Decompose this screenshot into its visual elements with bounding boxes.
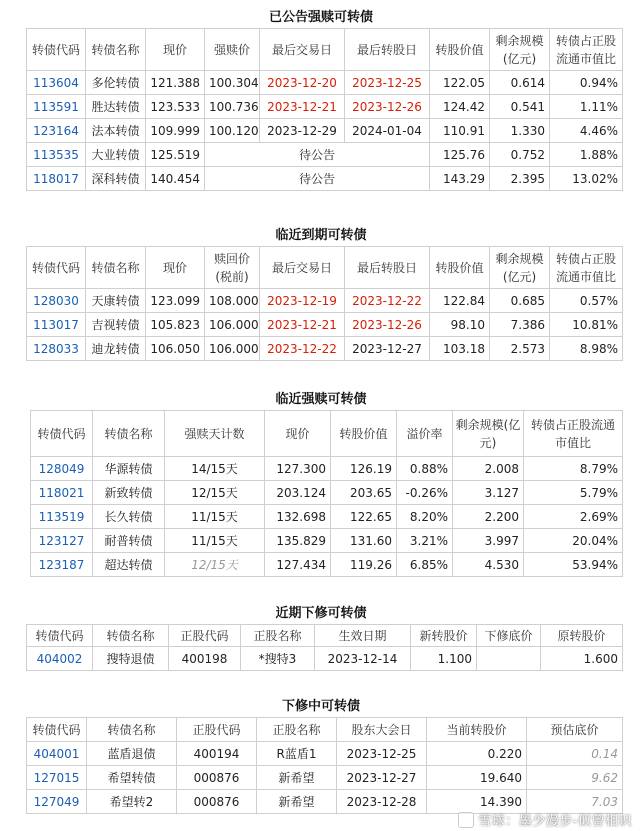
column-header: 剩余规模(亿元) <box>490 29 550 71</box>
price: 123.099 <box>146 289 205 313</box>
section-announced-redeem <box>0 8 642 191</box>
bond-code-link[interactable]: 113535 <box>33 147 79 162</box>
column-header: 赎回价(税前) <box>205 247 260 289</box>
price: 109.999 <box>146 119 205 143</box>
table-header-row <box>27 247 623 289</box>
bond-name: 大业转债 <box>86 143 146 167</box>
column-header: 新转股价 <box>411 625 477 647</box>
conversion-value: 143.29 <box>430 167 490 191</box>
redeem-price: 100.304 <box>205 71 260 95</box>
float-cap-ratio: 5.79% <box>524 481 623 505</box>
last-trade-date: 2023-12-29 <box>260 119 345 143</box>
price: 203.124 <box>265 481 331 505</box>
estimated-floor-price: 0.14 <box>527 742 623 766</box>
column-header: 转债名称 <box>86 29 146 71</box>
last-trade-date: 2023-12-21 <box>260 95 345 119</box>
shareholder-meeting-date: 2023-12-25 <box>337 742 427 766</box>
watermark-text: 雪球：墨少漫步-似曾相识 <box>478 814 632 829</box>
table-row <box>31 505 623 529</box>
float-cap-ratio: 0.57% <box>550 289 623 313</box>
float-cap-ratio: 10.81% <box>550 313 623 337</box>
conversion-value: 125.76 <box>430 143 490 167</box>
conversion-value: 122.05 <box>430 71 490 95</box>
remaining-size: 0.752 <box>490 143 550 167</box>
last-convert-date: 2023-12-22 <box>345 289 430 313</box>
column-header: 最后转股日 <box>345 29 430 71</box>
column-header: 下修底价 <box>477 625 541 647</box>
bond-code-cell[interactable] <box>27 143 86 167</box>
column-header: 转债名称 <box>93 411 165 457</box>
near-forced-redeem-table <box>30 410 623 577</box>
bond-name: 胜达转债 <box>86 95 146 119</box>
column-header: 转债代码 <box>31 411 93 457</box>
table-row <box>27 742 623 766</box>
revising-table <box>26 717 623 814</box>
bond-code-cell[interactable] <box>31 529 93 553</box>
bond-name: 搜特退债 <box>93 647 169 671</box>
bond-name: 耐普转债 <box>93 529 165 553</box>
remaining-size: 3.127 <box>453 481 524 505</box>
section-title: 临近强赎可转债 <box>275 392 367 407</box>
shareholder-meeting-date: 2023-12-27 <box>337 766 427 790</box>
remaining-size: 0.541 <box>490 95 550 119</box>
remaining-size: 4.530 <box>453 553 524 577</box>
bond-code-cell[interactable] <box>27 95 86 119</box>
bond-code-cell[interactable] <box>27 766 87 790</box>
watermark <box>458 810 632 829</box>
remaining-size: 3.997 <box>453 529 524 553</box>
float-cap-ratio: 4.46% <box>550 119 623 143</box>
table-row <box>27 289 623 313</box>
pending-announcement: 待公告 <box>205 167 430 191</box>
remaining-size: 2.008 <box>453 457 524 481</box>
bond-name: 蓝盾退债 <box>87 742 177 766</box>
column-header: 现价 <box>146 247 205 289</box>
bond-name: 吉视转债 <box>86 313 146 337</box>
remaining-size: 2.395 <box>490 167 550 191</box>
estimated-floor-price: 7.03 <box>527 790 623 814</box>
recent-revision-table <box>26 624 623 671</box>
bond-name: 多伦转债 <box>86 71 146 95</box>
column-header: 转债代码 <box>27 29 86 71</box>
conversion-value: 126.19 <box>331 457 397 481</box>
section-near-forced-redeem <box>0 390 642 577</box>
bond-name: 新致转债 <box>93 481 165 505</box>
float-cap-ratio: 53.94% <box>524 553 623 577</box>
premium-rate: 8.20% <box>397 505 453 529</box>
bond-name: 希望转2 <box>87 790 177 814</box>
last-trade-date: 2023-12-19 <box>260 289 345 313</box>
float-cap-ratio: 8.79% <box>524 457 623 481</box>
bond-code-link[interactable]: 113591 <box>33 99 79 114</box>
bond-code-cell[interactable] <box>27 71 86 95</box>
conversion-value: 98.10 <box>430 313 490 337</box>
column-header: 转债名称 <box>86 247 146 289</box>
stock-name: *搜特3 <box>241 647 315 671</box>
bond-code-cell[interactable] <box>31 481 93 505</box>
premium-rate: -0.26% <box>397 481 453 505</box>
redeem-price: 100.736 <box>205 95 260 119</box>
bond-code-link[interactable]: 128030 <box>33 293 79 308</box>
conversion-value: 122.65 <box>331 505 397 529</box>
bond-code-cell[interactable] <box>27 313 86 337</box>
column-header: 现价 <box>265 411 331 457</box>
price: 106.050 <box>146 337 205 361</box>
table-row <box>27 119 623 143</box>
column-header: 正股名称 <box>241 625 315 647</box>
section-title: 临近到期可转债 <box>275 228 367 243</box>
table-row <box>31 553 623 577</box>
bond-code-cell[interactable] <box>27 647 93 671</box>
table-row <box>31 457 623 481</box>
remaining-size: 2.200 <box>453 505 524 529</box>
column-header: 最后交易日 <box>260 29 345 71</box>
float-cap-ratio: 1.11% <box>550 95 623 119</box>
table-row <box>31 481 623 505</box>
price: 127.434 <box>265 553 331 577</box>
column-header: 现价 <box>146 29 205 71</box>
remaining-size: 0.685 <box>490 289 550 313</box>
table-row <box>31 529 623 553</box>
column-header: 强赎价 <box>205 29 260 71</box>
column-header: 预估底价 <box>527 718 623 742</box>
price: 135.829 <box>265 529 331 553</box>
column-header: 转债名称 <box>87 718 177 742</box>
current-conversion-price: 14.390 <box>427 790 527 814</box>
stock-name: R蓝盾1 <box>257 742 337 766</box>
column-header: 正股名称 <box>257 718 337 742</box>
bond-code-link[interactable]: 128049 <box>38 461 85 476</box>
table-header-row <box>27 29 623 71</box>
redeem-day-count: 12/15天 <box>165 553 265 577</box>
column-header: 强赎天计数 <box>165 411 265 457</box>
column-header: 剩余规模(亿元) <box>490 247 550 289</box>
bond-code-link[interactable]: 404002 <box>36 651 83 666</box>
premium-rate: 6.85% <box>397 553 453 577</box>
remaining-size: 2.573 <box>490 337 550 361</box>
table-row <box>27 313 623 337</box>
bond-code-link[interactable]: 123164 <box>33 123 79 138</box>
bond-code-cell[interactable] <box>31 457 93 481</box>
bond-code-link[interactable]: 113519 <box>38 509 85 524</box>
bond-code-link[interactable]: 123187 <box>38 557 85 572</box>
current-conversion-price: 0.220 <box>427 742 527 766</box>
column-header: 股东大会日 <box>337 718 427 742</box>
price: 127.300 <box>265 457 331 481</box>
last-convert-date: 2023-12-27 <box>345 337 430 361</box>
bond-code-link[interactable]: 118021 <box>38 485 85 500</box>
column-header: 溢价率 <box>397 411 453 457</box>
float-cap-ratio: 2.69% <box>524 505 623 529</box>
premium-rate: 0.88% <box>397 457 453 481</box>
column-header: 生效日期 <box>315 625 411 647</box>
stock-code: 400198 <box>169 647 241 671</box>
float-cap-ratio: 20.04% <box>524 529 623 553</box>
table-row <box>27 647 623 671</box>
column-header: 转债占正股流通市值比 <box>550 29 623 71</box>
section-title: 下修中可转债 <box>281 699 360 714</box>
bond-name: 法本转债 <box>86 119 146 143</box>
redeem-day-count: 12/15天 <box>165 481 265 505</box>
effective-date: 2023-12-14 <box>315 647 411 671</box>
last-trade-date: 2023-12-21 <box>260 313 345 337</box>
redeem-price: 100.120 <box>205 119 260 143</box>
redeem-day-count: 11/15天 <box>165 505 265 529</box>
conversion-value: 131.60 <box>331 529 397 553</box>
bond-code-link[interactable]: 404001 <box>33 746 80 761</box>
bond-code-cell[interactable] <box>27 790 87 814</box>
bond-code-cell[interactable] <box>27 167 86 191</box>
table-row <box>27 766 623 790</box>
table-row <box>27 167 623 191</box>
bond-code-cell[interactable] <box>27 337 86 361</box>
estimated-floor-price: 9.62 <box>527 766 623 790</box>
column-header: 转债名称 <box>93 625 169 647</box>
redeem-day-count: 11/15天 <box>165 529 265 553</box>
price: 140.454 <box>146 167 205 191</box>
column-header: 转债占正股流通市值比 <box>524 411 623 457</box>
bond-name: 迪龙转债 <box>86 337 146 361</box>
bond-code-link[interactable]: 127015 <box>33 770 80 785</box>
redeem-price: 108.000 <box>205 289 260 313</box>
table-row <box>27 71 623 95</box>
pending-announcement: 待公告 <box>205 143 430 167</box>
bond-code-link[interactable]: 113017 <box>33 317 79 332</box>
announced-redeem-table <box>26 28 623 191</box>
column-header: 转债代码 <box>27 718 87 742</box>
xueqiu-logo-icon <box>458 812 474 828</box>
stock-code: 000876 <box>177 790 257 814</box>
price: 123.533 <box>146 95 205 119</box>
conversion-value: 110.91 <box>430 119 490 143</box>
bond-name: 超达转债 <box>93 553 165 577</box>
column-header: 转股价值 <box>430 247 490 289</box>
float-cap-ratio: 1.88% <box>550 143 623 167</box>
price: 132.698 <box>265 505 331 529</box>
redeem-day-count: 14/15天 <box>165 457 265 481</box>
float-cap-ratio: 8.98% <box>550 337 623 361</box>
column-header: 剩余规模(亿元) <box>453 411 524 457</box>
last-convert-date: 2023-12-25 <box>345 71 430 95</box>
last-convert-date: 2024-01-04 <box>345 119 430 143</box>
old-conversion-price: 1.600 <box>541 647 623 671</box>
conversion-value: 103.18 <box>430 337 490 361</box>
bond-code-cell[interactable] <box>27 742 87 766</box>
column-header: 原转股价 <box>541 625 623 647</box>
table-row <box>27 95 623 119</box>
remaining-size: 7.386 <box>490 313 550 337</box>
remaining-size: 1.330 <box>490 119 550 143</box>
last-trade-date: 2023-12-22 <box>260 337 345 361</box>
section-title: 近期下修可转债 <box>275 606 367 621</box>
column-header: 转债代码 <box>27 247 86 289</box>
redeem-price: 106.000 <box>205 337 260 361</box>
table-header-row <box>31 411 623 457</box>
premium-rate: 3.21% <box>397 529 453 553</box>
bond-name: 华源转债 <box>93 457 165 481</box>
bond-code-cell[interactable] <box>31 505 93 529</box>
last-trade-date: 2023-12-20 <box>260 71 345 95</box>
stock-code: 000876 <box>177 766 257 790</box>
bond-code-link[interactable]: 118017 <box>33 171 79 186</box>
bond-code-cell[interactable] <box>27 289 86 313</box>
column-header: 最后交易日 <box>260 247 345 289</box>
stock-code: 400194 <box>177 742 257 766</box>
table-row <box>27 337 623 361</box>
stock-name: 新希望 <box>257 790 337 814</box>
bond-name: 希望转债 <box>87 766 177 790</box>
bond-code-cell[interactable] <box>31 553 93 577</box>
price: 121.388 <box>146 71 205 95</box>
float-cap-ratio: 13.02% <box>550 167 623 191</box>
table-row <box>27 143 623 167</box>
price: 105.823 <box>146 313 205 337</box>
column-header: 正股代码 <box>177 718 257 742</box>
shareholder-meeting-date: 2023-12-28 <box>337 790 427 814</box>
bond-code-cell[interactable] <box>27 119 86 143</box>
bond-name: 长久转债 <box>93 505 165 529</box>
table-header-row <box>27 625 623 647</box>
price: 125.519 <box>146 143 205 167</box>
conversion-value: 119.26 <box>331 553 397 577</box>
last-convert-date: 2023-12-26 <box>345 313 430 337</box>
column-header: 最后转股日 <box>345 247 430 289</box>
float-cap-ratio: 0.94% <box>550 71 623 95</box>
redeem-price: 106.000 <box>205 313 260 337</box>
stock-name: 新希望 <box>257 766 337 790</box>
conversion-value: 203.65 <box>331 481 397 505</box>
bond-code-link[interactable]: 128033 <box>33 341 79 356</box>
column-header: 转股价值 <box>430 29 490 71</box>
conversion-value: 122.84 <box>430 289 490 313</box>
near-maturity-table <box>26 246 623 361</box>
conversion-value: 124.42 <box>430 95 490 119</box>
column-header: 转债代码 <box>27 625 93 647</box>
table-header-row <box>27 718 623 742</box>
bond-name: 深科转债 <box>86 167 146 191</box>
bond-code-link[interactable]: 127049 <box>33 794 80 809</box>
new-conversion-price: 1.100 <box>411 647 477 671</box>
column-header: 转债占正股流通市值比 <box>550 247 623 289</box>
section-revising <box>0 697 642 814</box>
last-convert-date: 2023-12-26 <box>345 95 430 119</box>
section-title: 已公告强赎可转债 <box>268 10 373 25</box>
section-near-maturity <box>0 226 642 361</box>
revision-floor-price <box>477 647 541 671</box>
current-conversion-price: 19.640 <box>427 766 527 790</box>
bond-code-link[interactable]: 113604 <box>33 75 79 90</box>
column-header: 转股价值 <box>331 411 397 457</box>
column-header: 正股代码 <box>169 625 241 647</box>
bond-name: 天康转债 <box>86 289 146 313</box>
section-recent-revision <box>0 604 642 671</box>
bond-code-link[interactable]: 123127 <box>38 533 85 548</box>
column-header: 当前转股价 <box>427 718 527 742</box>
remaining-size: 0.614 <box>490 71 550 95</box>
